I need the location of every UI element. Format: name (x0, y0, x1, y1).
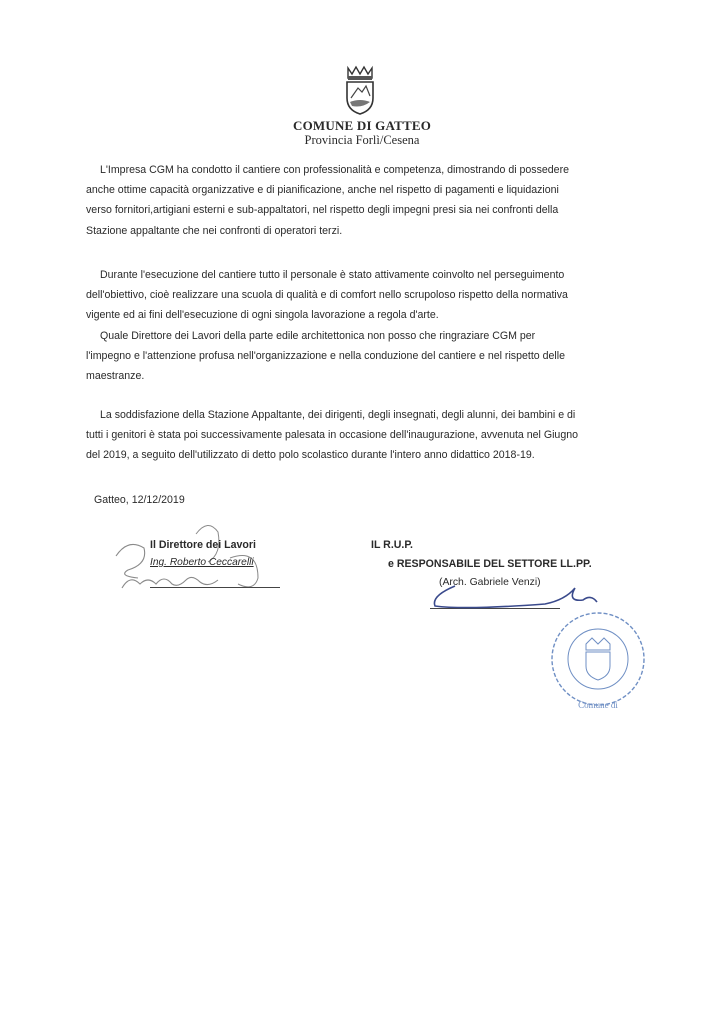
paragraph-2 (86, 265, 646, 326)
text-line: dell'obiettivo, cioè realizzare una scuola di qualità e di comfort nello scrupoloso rispetto della normativa (86, 289, 568, 302)
rup-name: (Arch. Gabriele Venzi) (439, 577, 541, 588)
province-name: Provincia Forlì/Cesena (304, 133, 420, 147)
svg-text:Comune di: Comune di (578, 700, 618, 710)
paragraph-4 (86, 405, 646, 466)
text-line: vigente ed ai fini dell'esecuzione di ogni singola lavorazione a regola d'arte. (86, 309, 439, 322)
text-line: tutti i genitori è stata poi successivamente palesata in occasione dell'inaugurazione, avvenuta nel Giugno (86, 429, 578, 442)
text-line: maestranze. (86, 370, 145, 383)
text-line: del 2019, a seguito dell'utilizzato di detto polo scolastico durante l'intero anno didattico 2018-19. (86, 449, 535, 462)
municipality-name: COMUNE DI GATTEO (292, 118, 432, 133)
text-line: La soddisfazione della Stazione Appaltante, dei dirigenti, degli insegnati, degli alunni, dei bambini e di (100, 409, 576, 421)
signature-line (150, 587, 280, 588)
sector-manager-title: e RESPONSABILE DEL SETTORE LL.PP. (388, 558, 592, 570)
director-title: Il Direttore dei Lavori (150, 539, 256, 551)
rup-title: IL R.U.P. (371, 539, 413, 551)
text-line: Stazione appaltante che nei confronti di operatori terzi. (86, 224, 343, 237)
text-line: Quale Direttore dei Lavori della parte edile architettonica non posso che ringraziare CGM per (100, 330, 536, 342)
text-line: Durante l'esecuzione del cantiere tutto il personale è stato attivamente coinvolto nel perseguimento (100, 269, 565, 281)
text-line: L'Impresa CGM ha condotto il cantiere con professionalità e competenza, dimostrando di possedere (100, 164, 569, 176)
text-line: anche ottime capacità organizzative e di pianificazione, anche nel rispetto di pagamenti e liquidazioni (86, 184, 559, 197)
text-line: verso fornitori,artigiani esterni e sub-appaltatori, nel rispetto degli impegni presi sia nei confronti della (86, 204, 559, 217)
paragraph-3 (86, 326, 646, 387)
place-date: Gatteo, 12/12/2019 (94, 494, 185, 506)
official-stamp-icon (548, 604, 648, 714)
text-line: l'impegno e l'attenzione profusa nell'organizzazione e nella conduzione del cantiere e nel rispetto delle (86, 350, 565, 363)
paragraph-1 (86, 160, 646, 241)
coat-of-arms-icon (340, 64, 380, 116)
director-name: Ing. Roberto Ceccarelli (150, 557, 254, 568)
